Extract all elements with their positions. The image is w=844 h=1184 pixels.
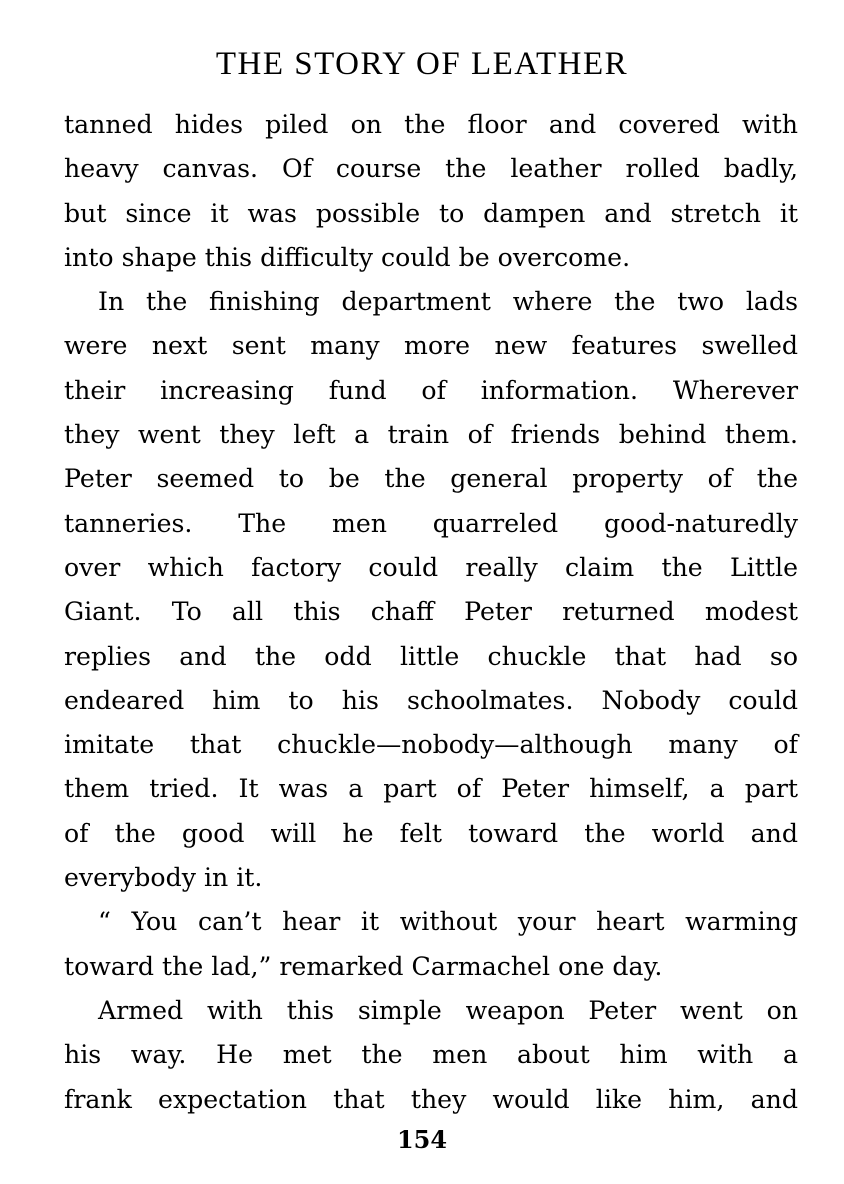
text-line: toward the lad,” remarked Carmachel one day. [64, 951, 663, 981]
text-line: their increasing fund of information. Wherever [64, 375, 798, 405]
text-line: his way. He met the men about him with a [64, 1040, 798, 1070]
paragraph-3 [64, 900, 798, 989]
text-line: they went they left a train of friends behind them. [64, 420, 798, 450]
text-line: tanned hides piled on the floor and covered with [64, 110, 798, 139]
text-line: “ You can’t hear it without your heart warming [98, 907, 798, 937]
text-line: but since it was possible to dampen and stretch it [64, 198, 798, 228]
text-line: Giant. To all this chaff Peter returned modest [64, 597, 798, 627]
text-line: were next sent many more new features swelled [64, 331, 798, 361]
text-line: of the good will he felt toward the world and [64, 818, 798, 848]
paragraph-4 [64, 989, 798, 1122]
text-line: imitate that chuckle—nobody—although many of [64, 730, 798, 760]
running-head: THE STORY OF LEATHER [215, 46, 629, 82]
text-line: into shape this difficulty could be overcome. [64, 242, 631, 272]
text-line: endeared him to his schoolmates. Nobody could [64, 685, 798, 715]
text-line: them tried. It was a part of Peter himself, a part [64, 774, 798, 804]
text-line: everybody in it. [64, 863, 263, 893]
text-line: In the finishing department where the two lads [98, 287, 798, 317]
text-line: Armed with this simple weapon Peter went on [98, 995, 798, 1025]
text-line: frank expectation that they would like him, and [64, 1084, 798, 1114]
text-line: Peter seemed to be the general property of the [64, 464, 798, 494]
text-line: replies and the odd little chuckle that had so [64, 641, 798, 671]
text-line: over which factory could really claim the Little [64, 552, 798, 582]
page-number: 154 [396, 1125, 448, 1154]
text-line: heavy canvas. Of course the leather rolled badly, [64, 154, 798, 184]
text-line: tanneries. The men quarreled good-naturedly [64, 508, 798, 538]
body-text [64, 103, 798, 1122]
paragraph-2 [64, 280, 798, 900]
paragraph-1 [64, 103, 798, 280]
